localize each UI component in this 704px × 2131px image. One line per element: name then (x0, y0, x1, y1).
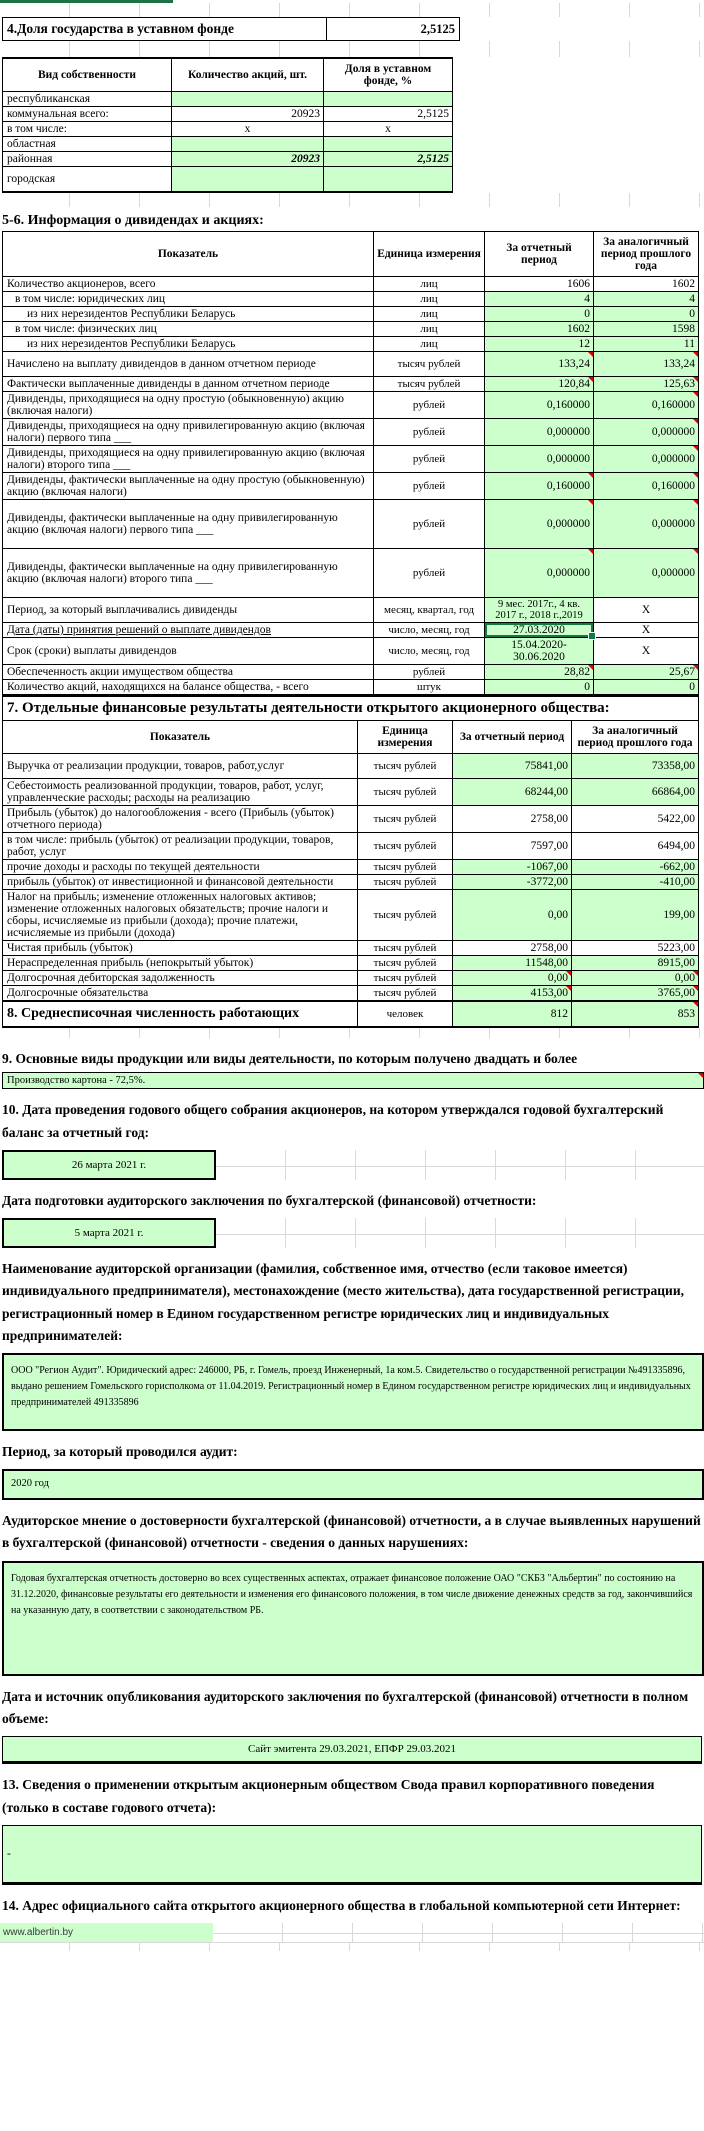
cell-label[interactable]: Себестоимость реализованной продукции, товаров, работ, услуг, управленческие расходы; расходы на реализацию (3, 779, 358, 806)
cell-current[interactable]: 0 (485, 680, 594, 696)
cell-unit[interactable]: тысяч рублей (358, 754, 453, 779)
cell-label[interactable]: Дивиденды, фактически выплаченные на одну простую (обыкновенную) акцию (включая налоги) (3, 473, 374, 500)
cell-previous[interactable]: X (594, 638, 699, 665)
cell-label[interactable]: Долгосрочная дебиторская задолженность (3, 971, 358, 986)
cell-current[interactable]: 2758,00 (453, 806, 572, 833)
cell-label[interactable]: Выручка от реализации продукции, товаров, работ,услуг (3, 754, 358, 779)
grid-gap (0, 41, 704, 57)
cell-label[interactable]: Дата (даты) принятия решений о выплате дивидендов (3, 623, 374, 638)
cell-label[interactable]: Фактически выплаченные дивиденды в данном отчетном периоде (3, 377, 374, 392)
cell-share[interactable] (324, 137, 453, 152)
col-header-previous: За аналогичный период прошлого года (594, 232, 699, 277)
col-header-indicator: Показатель (3, 232, 374, 277)
table-row (3, 956, 699, 971)
col-header-share-count: Количество акций, шт. (172, 58, 324, 92)
cell-label[interactable]: Дивиденды, приходящиеся на одну простую (обыкновенную) акцию (включая налоги) (3, 392, 374, 419)
cell-unit[interactable]: тысяч рублей (358, 956, 453, 971)
cell-unit[interactable]: тысяч рублей (358, 779, 453, 806)
section4-title: 4.Доля государства в уставном фонде (3, 18, 327, 41)
cell-current[interactable]: -3772,00 (453, 875, 572, 890)
cell-share[interactable]: 2,5125 (324, 152, 453, 167)
cell-current[interactable]: 1602 (485, 322, 594, 337)
cell-qty[interactable] (172, 92, 324, 107)
cell-previous[interactable]: 0,000000 (594, 500, 699, 549)
cell-current-selected[interactable]: 27.03.2020 (485, 623, 594, 638)
table-row (3, 623, 699, 638)
cell-unit[interactable]: тысяч рублей (358, 860, 453, 875)
cell-label[interactable]: прочие доходы и расходы по текущей деятельности (3, 860, 358, 875)
table-row (3, 549, 699, 598)
cell-previous[interactable]: X (594, 623, 699, 638)
cell-label[interactable]: Долгосрочные обязательства (3, 986, 358, 1002)
cell-current[interactable]: 133,24 (485, 352, 594, 377)
cell-unit[interactable]: тысяч рублей (358, 890, 453, 941)
cell-label[interactable]: в том числе: (3, 122, 172, 137)
table-row (3, 277, 699, 292)
table-row (3, 446, 699, 473)
section8-heading: 8. Среднесписочная численность работающих (3, 1001, 358, 1027)
col-header-unit: Единица измерения (358, 721, 453, 754)
cell-label[interactable]: в том числе: физических лиц (3, 322, 374, 337)
cell-label[interactable]: в том числе: юридических лиц (3, 292, 374, 307)
cell-label[interactable]: Обеспеченность акции имуществом общества (3, 665, 374, 680)
cell-unit[interactable]: тысяч рублей (374, 352, 485, 377)
section4-value-cell[interactable]: 2,5125 (327, 18, 460, 41)
table-row (3, 806, 699, 833)
section56-heading: 5-6. Информация о дивидендах и акциях: (2, 213, 264, 228)
cell-unit[interactable]: рублей (374, 665, 485, 680)
website-cell[interactable]: www.albertin.by (0, 1923, 213, 1942)
table-row (3, 18, 460, 41)
cell-current[interactable]: 1606 (485, 277, 594, 292)
cell-previous[interactable]: 125,63 (594, 377, 699, 392)
audit-period-cell[interactable]: 2020 год (2, 1469, 704, 1500)
cell-qty[interactable] (172, 137, 324, 152)
cell-previous[interactable]: 3765,00 (572, 986, 699, 1002)
cell-current[interactable]: 0,000000 (485, 549, 594, 598)
cell-label[interactable]: городская (3, 167, 172, 193)
cell-previous[interactable]: 853 (572, 1001, 699, 1027)
table-row (3, 107, 453, 122)
cell-current[interactable]: 9 мес. 2017г., 4 кв. 2017 г., 2018 г.,2019 (485, 598, 594, 623)
cell-current[interactable]: 0,160000 (485, 392, 594, 419)
table-row (3, 1001, 699, 1027)
table-row (3, 322, 699, 337)
cell-unit[interactable]: штук (374, 680, 485, 696)
cell-unit[interactable]: лиц (374, 337, 485, 352)
cell-previous[interactable]: 8915,00 (572, 956, 699, 971)
cell-current[interactable]: 7597,00 (453, 833, 572, 860)
cell-label[interactable]: Чистая прибыль (убыток) (3, 941, 358, 956)
cell-previous[interactable]: 5223,00 (572, 941, 699, 956)
empty-grid-cells (213, 1923, 704, 1942)
table-row (3, 833, 699, 860)
empty-grid-cells (216, 1150, 704, 1180)
section10-value-row (2, 1150, 704, 1180)
empty-grid-cells (216, 1218, 704, 1248)
audit-date-value-row (2, 1218, 704, 1248)
grid-gap (0, 3, 704, 17)
cell-label[interactable]: Срок (сроки) выплаты дивидендов (3, 638, 374, 665)
section10-heading: 10. Дата проведения годового общего собрания акционеров, на котором утверждался годовой бухгалтерский баланс за отчетный год: (2, 1102, 664, 1140)
cell-qty[interactable] (172, 167, 324, 193)
cell-label[interactable]: коммунальная всего: (3, 107, 172, 122)
audit-date-heading: Дата подготовки аудиторского заключения по бухгалтерской (финансовой) отчетности: (2, 1192, 537, 1208)
cell-label[interactable]: Дивиденды, фактически выплаченные на одну привилегированную акцию (включая налоги) первого типа ___ (3, 500, 374, 549)
table-row (3, 419, 699, 446)
cell-previous[interactable]: 11 (594, 337, 699, 352)
cell-unit[interactable]: рублей (374, 392, 485, 419)
cell-previous[interactable]: 0 (594, 307, 699, 322)
audit-org-heading: Наименование аудиторской организации (фамилия, собственное имя, отчество (если таковое имеется) индивидуального предпринимателя), местонахождение (место жительства), дата государственной регистрации, регистрационный номер в Едином государственном регистре юридических лиц и индивидуальных предпринимателей: (2, 1261, 684, 1343)
cell-previous[interactable]: 25,67 (594, 665, 699, 680)
cell-label[interactable]: из них нерезидентов Республики Беларусь (3, 337, 374, 352)
cell-label[interactable]: Период, за который выплачивались дивиденды (3, 598, 374, 623)
cell-current[interactable]: 0,160000 (485, 473, 594, 500)
cell-previous[interactable]: 0,000000 (594, 446, 699, 473)
table-row (3, 152, 453, 167)
table-row (3, 58, 453, 92)
col-header-unit: Единица измерения (374, 232, 485, 277)
section9-heading: 9. Основные виды продукции или виды деятельности, по которым получено двадцать и более (2, 1051, 578, 1066)
cell-previous[interactable]: 5422,00 (572, 806, 699, 833)
cell-label[interactable]: Дивиденды, фактически выплаченные на одну привилегированную акцию (включая налоги) второго типа ___ (3, 549, 374, 598)
cell-unit[interactable]: тысяч рублей (358, 971, 453, 986)
cell-previous[interactable]: 0,160000 (594, 473, 699, 500)
audit-publish-cell[interactable]: Сайт эмитента 29.03.2021, ЕПФР 29.03.2021 (2, 1736, 702, 1764)
section13-heading: 13. Сведения о применении открытым акционерным обществом Свода правил корпоративного поведения (только в составе годового отчета): (2, 1777, 655, 1815)
grid-gap (0, 193, 704, 207)
audit-date-cell[interactable]: 5 марта 2021 г. (2, 1218, 216, 1248)
grid-gap (0, 1028, 704, 1038)
cell-current[interactable]: 0,00 (453, 890, 572, 941)
cell-current[interactable]: 4 (485, 292, 594, 307)
col-header-share-percent: Доля в уставном фонде, % (324, 58, 453, 92)
table-row (3, 137, 453, 152)
cell-unit[interactable]: лиц (374, 322, 485, 337)
cell-label[interactable]: Количество акционеров, всего (3, 277, 374, 292)
cell-previous[interactable]: 73358,00 (572, 754, 699, 779)
cell-unit[interactable]: тысяч рублей (358, 806, 453, 833)
financial-results-table (2, 696, 699, 1028)
cell-qty[interactable]: x (172, 122, 324, 137)
cell-current[interactable]: 15.04.2020-30.06.2020 (485, 638, 594, 665)
table-row (3, 337, 699, 352)
cell-current[interactable]: 12 (485, 337, 594, 352)
col-header-ownership-type: Вид собственности (3, 58, 172, 92)
table-row (3, 292, 699, 307)
table-row (3, 392, 699, 419)
cell-label[interactable]: прибыль (убыток) от инвестиционной и финансовой деятельности (3, 875, 358, 890)
cell-label[interactable]: республиканская (3, 92, 172, 107)
table-row (3, 680, 699, 696)
table-row (3, 500, 699, 549)
table-row (3, 665, 699, 680)
cell-previous[interactable]: 6494,00 (572, 833, 699, 860)
audit-period-heading: Период, за который проводился аудит: (2, 1444, 238, 1460)
cell-previous[interactable]: 0,160000 (594, 392, 699, 419)
cell-previous[interactable]: 133,24 (594, 352, 699, 377)
cell-unit[interactable]: тысяч рублей (358, 986, 453, 1002)
cell-label[interactable]: Количество акций, находящихся на балансе общества, - всего (3, 680, 374, 696)
cell-label[interactable]: областная (3, 137, 172, 152)
cell-qty[interactable]: 20923 (172, 152, 324, 167)
table-row (3, 598, 699, 623)
cell-share[interactable] (324, 167, 453, 193)
cell-current[interactable]: 0 (485, 307, 594, 322)
cell-current[interactable]: 75841,00 (453, 754, 572, 779)
table-row (3, 754, 699, 779)
cell-previous[interactable]: 4 (594, 292, 699, 307)
col-header-current: За отчетный период (453, 721, 572, 754)
audit-publish-heading: Дата и источник опубликования аудиторского заключения по бухгалтерской (финансовой) отчетности в полном объеме: (2, 1688, 689, 1726)
cell-current[interactable]: 0,000000 (485, 419, 594, 446)
table-row (3, 779, 699, 806)
cell-unit[interactable]: человек (358, 1001, 453, 1027)
table-row (3, 122, 453, 137)
grid-gap (0, 1942, 704, 1951)
table-row (3, 697, 699, 721)
cell-current[interactable]: 120,84 (485, 377, 594, 392)
cell-label[interactable]: Прибыль (убыток) до налогообложения - всего (Прибыль (убыток) отчетного периода) (3, 806, 358, 833)
cell-label[interactable]: районная (3, 152, 172, 167)
cell-current[interactable]: 0,00 (453, 971, 572, 986)
table-row (3, 875, 699, 890)
col-header-indicator: Показатель (3, 721, 358, 754)
cell-current[interactable]: 812 (453, 1001, 572, 1027)
cell-unit[interactable]: рублей (374, 500, 485, 549)
cell-unit[interactable]: число, месяц, год (374, 638, 485, 665)
section14-heading: 14. Адрес официального сайта открытого акционерного общества в глобальной компьютерной сети Интернет: (2, 1897, 681, 1913)
table-row (3, 307, 699, 322)
table-row (3, 92, 453, 107)
table-row (3, 971, 699, 986)
cell-previous[interactable]: 1598 (594, 322, 699, 337)
cell-previous[interactable]: 199,00 (572, 890, 699, 941)
table-row (3, 941, 699, 956)
section4-title-table (2, 17, 460, 41)
table-row (3, 721, 699, 754)
cell-current[interactable]: -1067,00 (453, 860, 572, 875)
cell-unit[interactable]: тысяч рублей (358, 875, 453, 890)
cell-previous[interactable]: 0 (594, 680, 699, 696)
section9-value-cell[interactable]: Производство картона - 72,5%. (2, 1072, 704, 1089)
cell-previous[interactable]: -410,00 (572, 875, 699, 890)
section7-heading: 7. Отдельные финансовые результаты деятельности открытого акционерного общества: (3, 697, 699, 721)
ownership-table (2, 57, 453, 193)
cell-previous[interactable]: -662,00 (572, 860, 699, 875)
table-row (3, 473, 699, 500)
cell-share[interactable] (324, 92, 453, 107)
cell-qty[interactable]: 20923 (172, 107, 324, 122)
cell-label[interactable]: в том числе: прибыль (убыток) от реализации продукции, товаров, работ, услуг (3, 833, 358, 860)
table-row (3, 377, 699, 392)
table-row (3, 638, 699, 665)
audit-opinion-heading: Аудиторское мнение о достоверности бухгалтерской (финансовой) отчетности, а в случае выявленных нарушений в бухгалтерской (финансовой) отчетности - сведения о данных нарушениях: (2, 1513, 701, 1551)
table-row (3, 986, 699, 1002)
cell-unit[interactable]: рублей (374, 549, 485, 598)
cell-unit[interactable]: месяц, квартал, год (374, 598, 485, 623)
cell-label[interactable]: из них нерезидентов Республики Беларусь (3, 307, 374, 322)
cell-label[interactable]: Начислено на выплату дивидендов в данном отчетном периоде (3, 352, 374, 377)
cell-unit[interactable]: тысяч рублей (358, 833, 453, 860)
table-row (3, 232, 699, 277)
cell-unit[interactable]: тысяч рублей (374, 377, 485, 392)
meeting-date-cell[interactable]: 26 марта 2021 г. (2, 1150, 216, 1180)
dividends-table (2, 231, 699, 696)
cell-previous[interactable]: 1602 (594, 277, 699, 292)
cell-unit[interactable]: лиц (374, 292, 485, 307)
cell-label[interactable]: Дивиденды, приходящиеся на одну привилегированную акцию (включая налоги) первого типа ___ (3, 419, 374, 446)
cell-share[interactable]: x (324, 122, 453, 137)
cell-current[interactable]: 68244,00 (453, 779, 572, 806)
cell-share[interactable]: 2,5125 (324, 107, 453, 122)
cell-current[interactable]: 11548,00 (453, 956, 572, 971)
table-row (3, 167, 453, 193)
audit-org-cell[interactable]: ООО "Регион Аудит". Юридический адрес: 246000, РБ, г. Гомель, проезд Инженерный, 1а ком.5. Свидетельство о государственной регистрации №491335896, выдано решением Гомельского горисполкома от 11.04.2019. Регистрационный номер в Едином государственном регистре юридических лиц и индивидуальных предпринимателей 491335896 (2, 1353, 704, 1431)
cell-previous[interactable]: 0,000000 (594, 549, 699, 598)
cell-previous[interactable]: 66864,00 (572, 779, 699, 806)
cell-unit[interactable]: тысяч рублей (358, 941, 453, 956)
cell-previous[interactable]: X (594, 598, 699, 623)
col-header-current: За отчетный период (485, 232, 594, 277)
cell-unit[interactable]: лиц (374, 277, 485, 292)
cell-current[interactable]: 2758,00 (453, 941, 572, 956)
cell-unit[interactable]: лиц (374, 307, 485, 322)
cell-current[interactable]: 0,000000 (485, 446, 594, 473)
table-row (3, 860, 699, 875)
table-row (3, 890, 699, 941)
section14-value-row (0, 1923, 704, 1942)
cell-previous[interactable]: 0,00 (572, 971, 699, 986)
cell-label[interactable]: Нераспределенная прибыль (непокрытый убыток) (3, 956, 358, 971)
cell-unit[interactable]: рублей (374, 419, 485, 446)
cell-label[interactable]: Дивиденды, приходящиеся на одну привилегированную акцию (включая налоги) второго типа ___ (3, 446, 374, 473)
col-header-previous: За аналогичный период прошлого года (572, 721, 699, 754)
cell-label[interactable]: Налог на прибыль; изменение отложенных налоговых активов; изменение отложенных налоговых обязательств; прочие налоги и сборы, исчисляемые из прибыли (дохода); прочие платежи, исчисляемые из прибыли (дохода) (3, 890, 358, 941)
cell-unit[interactable]: рублей (374, 446, 485, 473)
cell-current[interactable]: 4153,00 (453, 986, 572, 1002)
section13-value-cell[interactable]: - (2, 1825, 702, 1885)
cell-unit[interactable]: рублей (374, 473, 485, 500)
table-row (3, 352, 699, 377)
audit-opinion-cell[interactable]: Годовая бухгалтерская отчетность достоверно во всех существенных аспектах, отражает финансовое положение ОАО "СКБЗ "Альбертин" по состоянию на 31.12.2020, финансовые результаты его деятельности и изменения его финансового положения, в том числе движение денежных средств за год, закончившийся на указанную дату, в соответствии с законодательством РБ. (2, 1561, 704, 1676)
cell-current[interactable]: 0,000000 (485, 500, 594, 549)
cell-previous[interactable]: 0,000000 (594, 419, 699, 446)
cell-current[interactable]: 28,82 (485, 665, 594, 680)
cell-unit[interactable]: число, месяц, год (374, 623, 485, 638)
